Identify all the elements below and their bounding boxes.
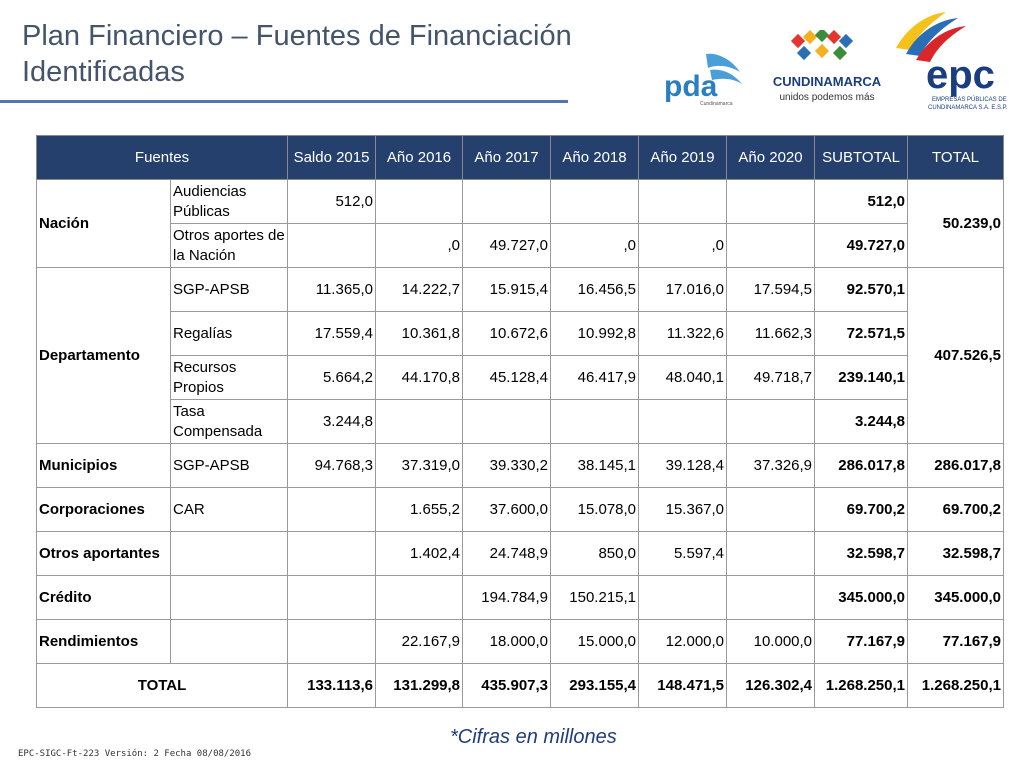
cell-value: 126.302,4: [727, 664, 815, 708]
cell-value: 16.456,5: [551, 268, 639, 312]
group-label: Crédito: [37, 576, 171, 620]
slide-title-line2: Identificadas: [22, 56, 185, 88]
header-fuentes: Fuentes: [37, 136, 288, 180]
cell-value: [376, 576, 463, 620]
cell-value: ,0: [639, 224, 727, 268]
cell-value: 46.417,9: [551, 356, 639, 400]
cell-value: 10.672,6: [463, 312, 551, 356]
table-row: [37, 312, 1004, 356]
pda-logo: [660, 48, 750, 108]
group-label: Municipios: [37, 444, 171, 488]
cell-value: [727, 488, 815, 532]
cell-value: 293.155,4: [551, 664, 639, 708]
cell-value: 1.402,4: [376, 532, 463, 576]
cell-subtotal: 286.017,8: [815, 444, 908, 488]
cell-subtotal: 92.570,1: [815, 268, 908, 312]
cell-total: 286.017,8: [908, 444, 1004, 488]
header-ano-2020: Año 2020: [727, 136, 815, 180]
header-ano-2019: Año 2019: [639, 136, 727, 180]
cell-value: 94.768,3: [288, 444, 376, 488]
cell-value: 24.748,9: [463, 532, 551, 576]
table-row: [37, 356, 1004, 400]
cell-value: 14.222,7: [376, 268, 463, 312]
header-saldo-2015: Saldo 2015: [288, 136, 376, 180]
group-label: Rendimientos: [37, 620, 171, 664]
cell-value: 39.330,2: [463, 444, 551, 488]
cell-value: [639, 180, 727, 224]
cell-value: 18.000,0: [463, 620, 551, 664]
cell-value: 435.907,3: [463, 664, 551, 708]
cundinamarca-logo: [772, 30, 882, 110]
group-label: Otros aportantes: [37, 532, 171, 576]
cell-value: 850,0: [551, 532, 639, 576]
cundinamarca-logo-tagline: unidos podemos más: [779, 92, 875, 103]
slide-title-line1: Plan Financiero – Fuentes de Financiación: [22, 20, 572, 52]
cell-value: 48.040,1: [639, 356, 727, 400]
table-row: [37, 488, 1004, 532]
cell-value: [727, 400, 815, 444]
cell-value: [727, 224, 815, 268]
total-label: TOTAL: [37, 664, 288, 708]
cell-value: [639, 576, 727, 620]
cell-value: 11.662,3: [727, 312, 815, 356]
sub-label: Regalías: [171, 312, 288, 356]
cell-value: [288, 532, 376, 576]
epc-logo-sub2: CUNDINAMARCA S.A. E.S.P.: [928, 105, 1008, 111]
cell-value: [376, 180, 463, 224]
table-header-row: [37, 136, 1004, 180]
cell-value: [288, 488, 376, 532]
cell-value: 49.727,0: [463, 224, 551, 268]
cell-subtotal: 77.167,9: [815, 620, 908, 664]
cell-subtotal: 3.244,8: [815, 400, 908, 444]
cell-total: 77.167,9: [908, 620, 1004, 664]
sub-label: [171, 532, 288, 576]
cell-value: 512,0: [288, 180, 376, 224]
cell-total: 1.268.250,1: [908, 664, 1004, 708]
cell-value: 11.322,6: [639, 312, 727, 356]
cell-value: 15.367,0: [639, 488, 727, 532]
cell-value: 45.128,4: [463, 356, 551, 400]
cell-value: [376, 400, 463, 444]
header-subtotal: SUBTOTAL: [815, 136, 908, 180]
document-footer: EPC-SIGC-Ft-223 Versión: 2 Fecha 08/08/2016: [18, 749, 251, 759]
cell-value: 1.655,2: [376, 488, 463, 532]
logos-area: [660, 8, 1020, 111]
cell-value: 133.113,6: [288, 664, 376, 708]
cell-value: 148.471,5: [639, 664, 727, 708]
header-total: TOTAL: [908, 136, 1004, 180]
cell-subtotal: 69.700,2: [815, 488, 908, 532]
cell-value: 131.299,8: [376, 664, 463, 708]
cell-value: [727, 532, 815, 576]
sub-label: Audiencias Públicas: [171, 180, 288, 224]
cell-value: 10.361,8: [376, 312, 463, 356]
table-row: [37, 576, 1004, 620]
cell-value: 150.215,1: [551, 576, 639, 620]
table-total-row: [37, 664, 1004, 708]
title-underline: [0, 100, 568, 103]
cell-value: 15.915,4: [463, 268, 551, 312]
cell-value: [639, 400, 727, 444]
cell-total: 32.598,7: [908, 532, 1004, 576]
table-row: [37, 180, 1004, 224]
cell-subtotal: 49.727,0: [815, 224, 908, 268]
cell-value: 37.319,0: [376, 444, 463, 488]
epc-logo: [888, 8, 1020, 114]
cell-value: 17.594,5: [727, 268, 815, 312]
cell-value: 12.000,0: [639, 620, 727, 664]
group-label: Departamento: [37, 268, 171, 444]
pda-logo-text: pda: [664, 70, 718, 103]
cell-value: ,0: [551, 224, 639, 268]
cundinamarca-logo-text: CUNDINAMARCA: [772, 74, 882, 89]
cell-value: 5.664,2: [288, 356, 376, 400]
cell-value: 44.170,8: [376, 356, 463, 400]
sub-label: CAR: [171, 488, 288, 532]
cell-value: [727, 576, 815, 620]
cell-value: [551, 180, 639, 224]
header-ano-2018: Año 2018: [551, 136, 639, 180]
cell-subtotal: 345.000,0: [815, 576, 908, 620]
slide-title: [22, 18, 622, 90]
sub-label: Tasa Compensada: [171, 400, 288, 444]
cell-total: 407.526,5: [908, 268, 1004, 444]
cell-value: 37.600,0: [463, 488, 551, 532]
sub-label: [171, 576, 288, 620]
cell-value: ,0: [376, 224, 463, 268]
cell-subtotal: 32.598,7: [815, 532, 908, 576]
cell-value: 49.718,7: [727, 356, 815, 400]
cell-value: 11.365,0: [288, 268, 376, 312]
cell-value: 10.000,0: [727, 620, 815, 664]
cell-value: 37.326,9: [727, 444, 815, 488]
sub-label: [171, 620, 288, 664]
epc-logo-text: epc: [926, 53, 995, 97]
cell-value: 22.167,9: [376, 620, 463, 664]
cell-value: 17.016,0: [639, 268, 727, 312]
financing-table: [36, 135, 1004, 708]
cell-value: [288, 576, 376, 620]
table-row: [37, 224, 1004, 268]
cell-subtotal: 72.571,5: [815, 312, 908, 356]
cell-value: 39.128,4: [639, 444, 727, 488]
cell-value: 194.784,9: [463, 576, 551, 620]
header-ano-2017: Año 2017: [463, 136, 551, 180]
header-ano-2016: Año 2016: [376, 136, 463, 180]
cell-total: 345.000,0: [908, 576, 1004, 620]
cell-value: 38.145,1: [551, 444, 639, 488]
table-row: [37, 620, 1004, 664]
cell-value: 5.597,4: [639, 532, 727, 576]
epc-logo-sub1: EMPRESAS PÚBLICAS DE: [932, 97, 1007, 103]
table-row: [37, 400, 1004, 444]
cell-value: 15.078,0: [551, 488, 639, 532]
cell-value: [288, 224, 376, 268]
cell-value: 3.244,8: [288, 400, 376, 444]
sub-label: Recursos Propios: [171, 356, 288, 400]
figures-note: *Cifras en millones: [450, 726, 617, 748]
cell-subtotal: 512,0: [815, 180, 908, 224]
sub-label: SGP-APSB: [171, 268, 288, 312]
cell-value: 10.992,8: [551, 312, 639, 356]
cell-total: 50.239,0: [908, 180, 1004, 268]
cell-value: [288, 620, 376, 664]
group-label: Corporaciones: [37, 488, 171, 532]
cell-value: [463, 400, 551, 444]
cell-value: [551, 400, 639, 444]
cell-value: 17.559,4: [288, 312, 376, 356]
cell-value: [727, 180, 815, 224]
table-row: [37, 444, 1004, 488]
table-row: [37, 268, 1004, 312]
group-label: Nación: [37, 180, 171, 268]
cell-subtotal: 239.140,1: [815, 356, 908, 400]
cell-total: 69.700,2: [908, 488, 1004, 532]
cell-value: [463, 180, 551, 224]
cell-subtotal: 1.268.250,1: [815, 664, 908, 708]
sub-label: SGP-APSB: [171, 444, 288, 488]
cell-value: 15.000,0: [551, 620, 639, 664]
table-row: [37, 532, 1004, 576]
sub-label: Otros aportes de la Nación: [171, 224, 288, 268]
pda-logo-sub: Cundinamarca: [700, 101, 733, 107]
